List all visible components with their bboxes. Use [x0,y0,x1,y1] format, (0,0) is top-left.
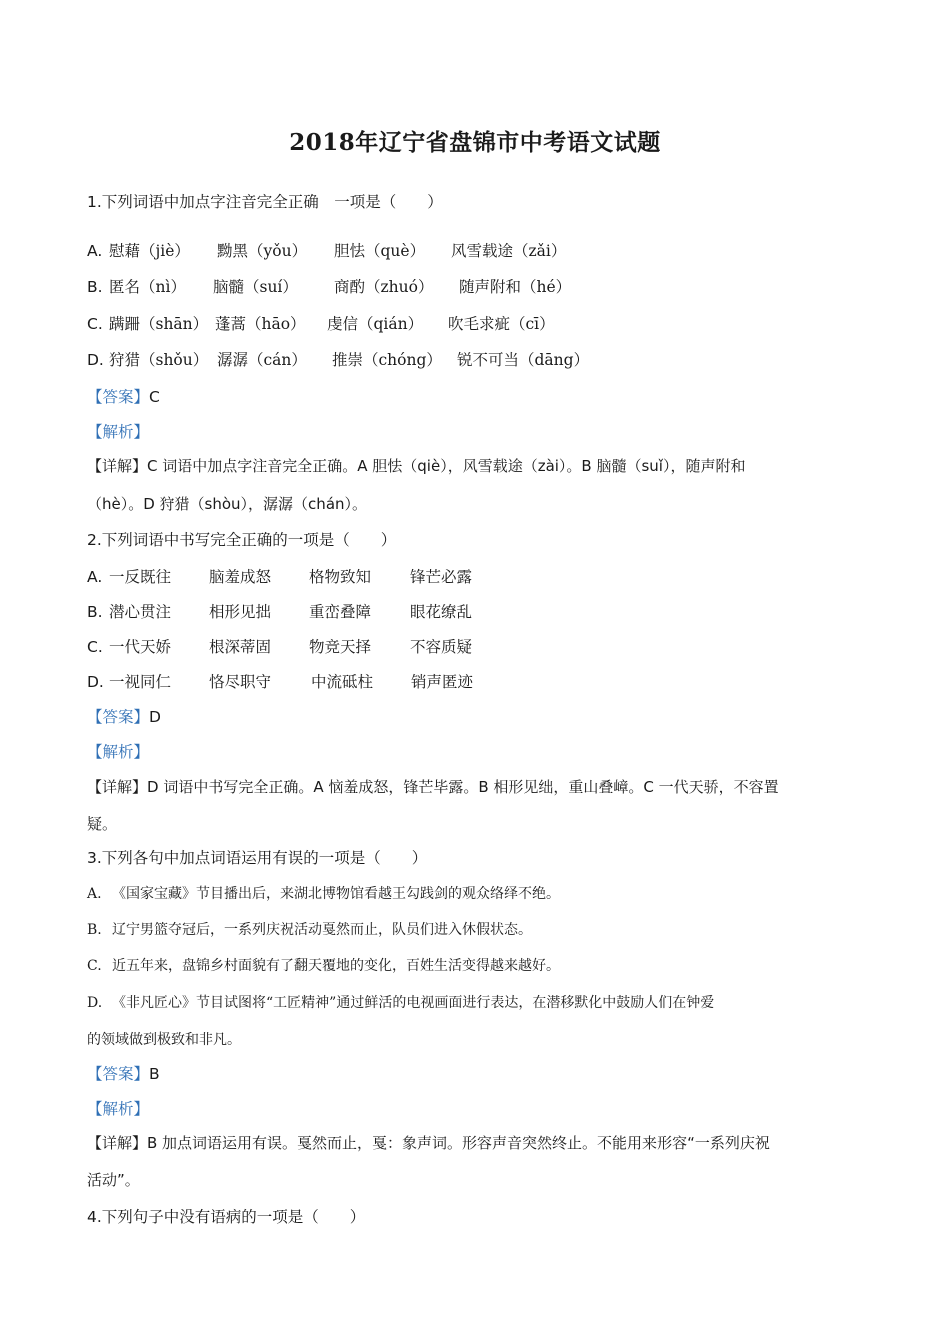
option-item: 商酌（zhuó） [334,278,434,296]
option-item: 狩猎（shǒu） [109,351,209,369]
option-letter: B. [87,603,103,621]
q3-detail-line-2: 活动”。 [87,1171,140,1189]
option-item: 潺潺（cán） [217,351,307,369]
option-item: 格物致知 [309,568,372,586]
q1-option-a [87,241,567,261]
option-letter: A. [87,242,103,260]
question-text: 下列各句中加点词语运用有误的一项是（ ） [101,849,428,867]
question-3-stem [87,848,427,868]
q1-analysis-tag: 【解析】 [87,423,150,441]
option-item: 黝黑（yǒu） [217,242,308,260]
q1-detail-line-2: （hè）。D 狩猎（shòu），潺潺（chán）。 [87,495,368,513]
option-item: 眼花缭乱 [410,603,473,621]
q3-option-b [87,920,532,940]
question-text: 下列词语中书写完全正确的一项是（ ） [101,531,397,549]
option-item: 随声附和（hé） [459,278,572,296]
answer-value: C [149,388,160,406]
option-item: 锋芒必露 [410,568,473,586]
answer-value: B [149,1065,160,1083]
option-item: 潜心贯注 [109,603,172,621]
option-item: 蹒跚（shān） [109,315,209,333]
question-text: 下列词语中加点字注音完全正确 一项是（ ） [101,193,443,211]
option-text: 《非凡匠心》节目试图将“工匠精神”通过鲜活的电视画面进行表达，在潜移默化中鼓励人们在钟爱 [112,995,715,1011]
option-letter: D. [87,673,104,691]
option-letter: D. [87,351,104,369]
q1-option-c [87,314,555,334]
q2-detail-line-2: 疑。 [87,815,118,833]
q2-detail-line-1: 【详解】D 词语中书写完全正确。A 恼羞成怒，锋芒毕露。B 相形见绌，重山叠嶂。C 一代天骄，不容置 [87,778,779,796]
option-item: 脑髓（suí） [213,278,298,296]
q2-answer [87,707,161,727]
option-letter: A. [87,568,103,586]
option-item: 重峦叠障 [309,603,372,621]
answer-tag: 【答案】 [87,1065,150,1083]
option-letter: D. [87,995,103,1011]
q1-option-d [87,350,590,370]
option-text: 《国家宝藏》节目播出后，来湖北博物馆看越王勾践剑的观众络绎不绝。 [112,886,560,902]
question-number: 2. [87,531,102,549]
option-item: 不容质疑 [410,638,473,656]
option-item: 一反既往 [109,568,172,586]
option-item: 胆怯（què） [334,242,426,260]
q2-option-d [87,672,474,692]
q3-option-a [87,884,560,904]
option-item: 一视同仁 [109,673,172,691]
q2-analysis-tag: 【解析】 [87,743,150,761]
option-item: 中流砥柱 [311,673,374,691]
q1-answer [87,387,160,407]
option-item: 风雪载途（zǎi） [451,242,567,260]
option-item: 锐不可当（dāng） [457,351,590,369]
option-letter: C. [87,315,103,333]
answer-tag: 【答案】 [87,388,150,406]
option-item: 销声匿迹 [411,673,474,691]
question-4-stem [87,1207,365,1227]
option-item: 物竞天择 [309,638,372,656]
q2-option-c [87,637,473,657]
option-item: 推崇（chóng） [332,351,442,369]
option-item: 吹毛求疵（cī） [448,315,555,333]
option-item: 恪尽职守 [209,673,272,691]
q1-option-b [87,277,572,297]
option-letter: B. [87,922,102,938]
option-text: 近五年来，盘锦乡村面貌有了翻天覆地的变化，百姓生活变得越来越好。 [112,958,560,974]
q1-detail-line-1: 【详解】C 词语中加点字注音完全正确。A 胆怯（qiè），风雪载途（zài）。B 脑髓（suǐ），随声附和 [87,457,746,475]
answer-value: D [149,708,161,726]
question-number: 3. [87,849,102,867]
option-item: 一代天娇 [109,638,172,656]
option-item: 虔信（qián） [327,315,424,333]
answer-tag: 【答案】 [87,708,150,726]
q3-option-d [87,993,715,1013]
q3-option-c [87,956,560,976]
option-item: 慰藉（jiè） [109,242,190,260]
page-title: 2018年辽宁省盘锦市中考语文试题 [289,129,661,156]
option-letter: A. [87,886,102,902]
q3-analysis-tag: 【解析】 [87,1100,150,1118]
question-2-stem [87,530,396,550]
q3-answer [87,1064,160,1084]
q2-option-b [87,602,473,622]
q3-option-d-continued: 的领域做到极致和非凡。 [87,1032,241,1048]
option-letter: C. [87,958,102,974]
question-1-stem [87,192,443,212]
option-letter: C. [87,638,103,656]
q3-detail-line-1: 【详解】B 加点词语运用有误。戛然而止，戛：象声词。形容声音突然终止。不能用来形容“一系列庆祝 [87,1134,770,1152]
option-item: 脑羞成怒 [209,568,272,586]
q2-option-a [87,567,473,587]
option-text: 辽宁男篮夺冠后，一系列庆祝活动戛然而止，队员们进入休假状态。 [112,922,532,938]
question-number: 1. [87,193,102,211]
option-item: 根深蒂固 [209,638,272,656]
option-letter: B. [87,278,103,296]
option-item: 匿名（nì） [109,278,186,296]
question-number: 4. [87,1208,102,1226]
question-text: 下列句子中没有语病的一项是（ ） [101,1208,366,1226]
option-item: 蓬蒿（hāo） [215,315,306,333]
option-item: 相形见拙 [209,603,272,621]
